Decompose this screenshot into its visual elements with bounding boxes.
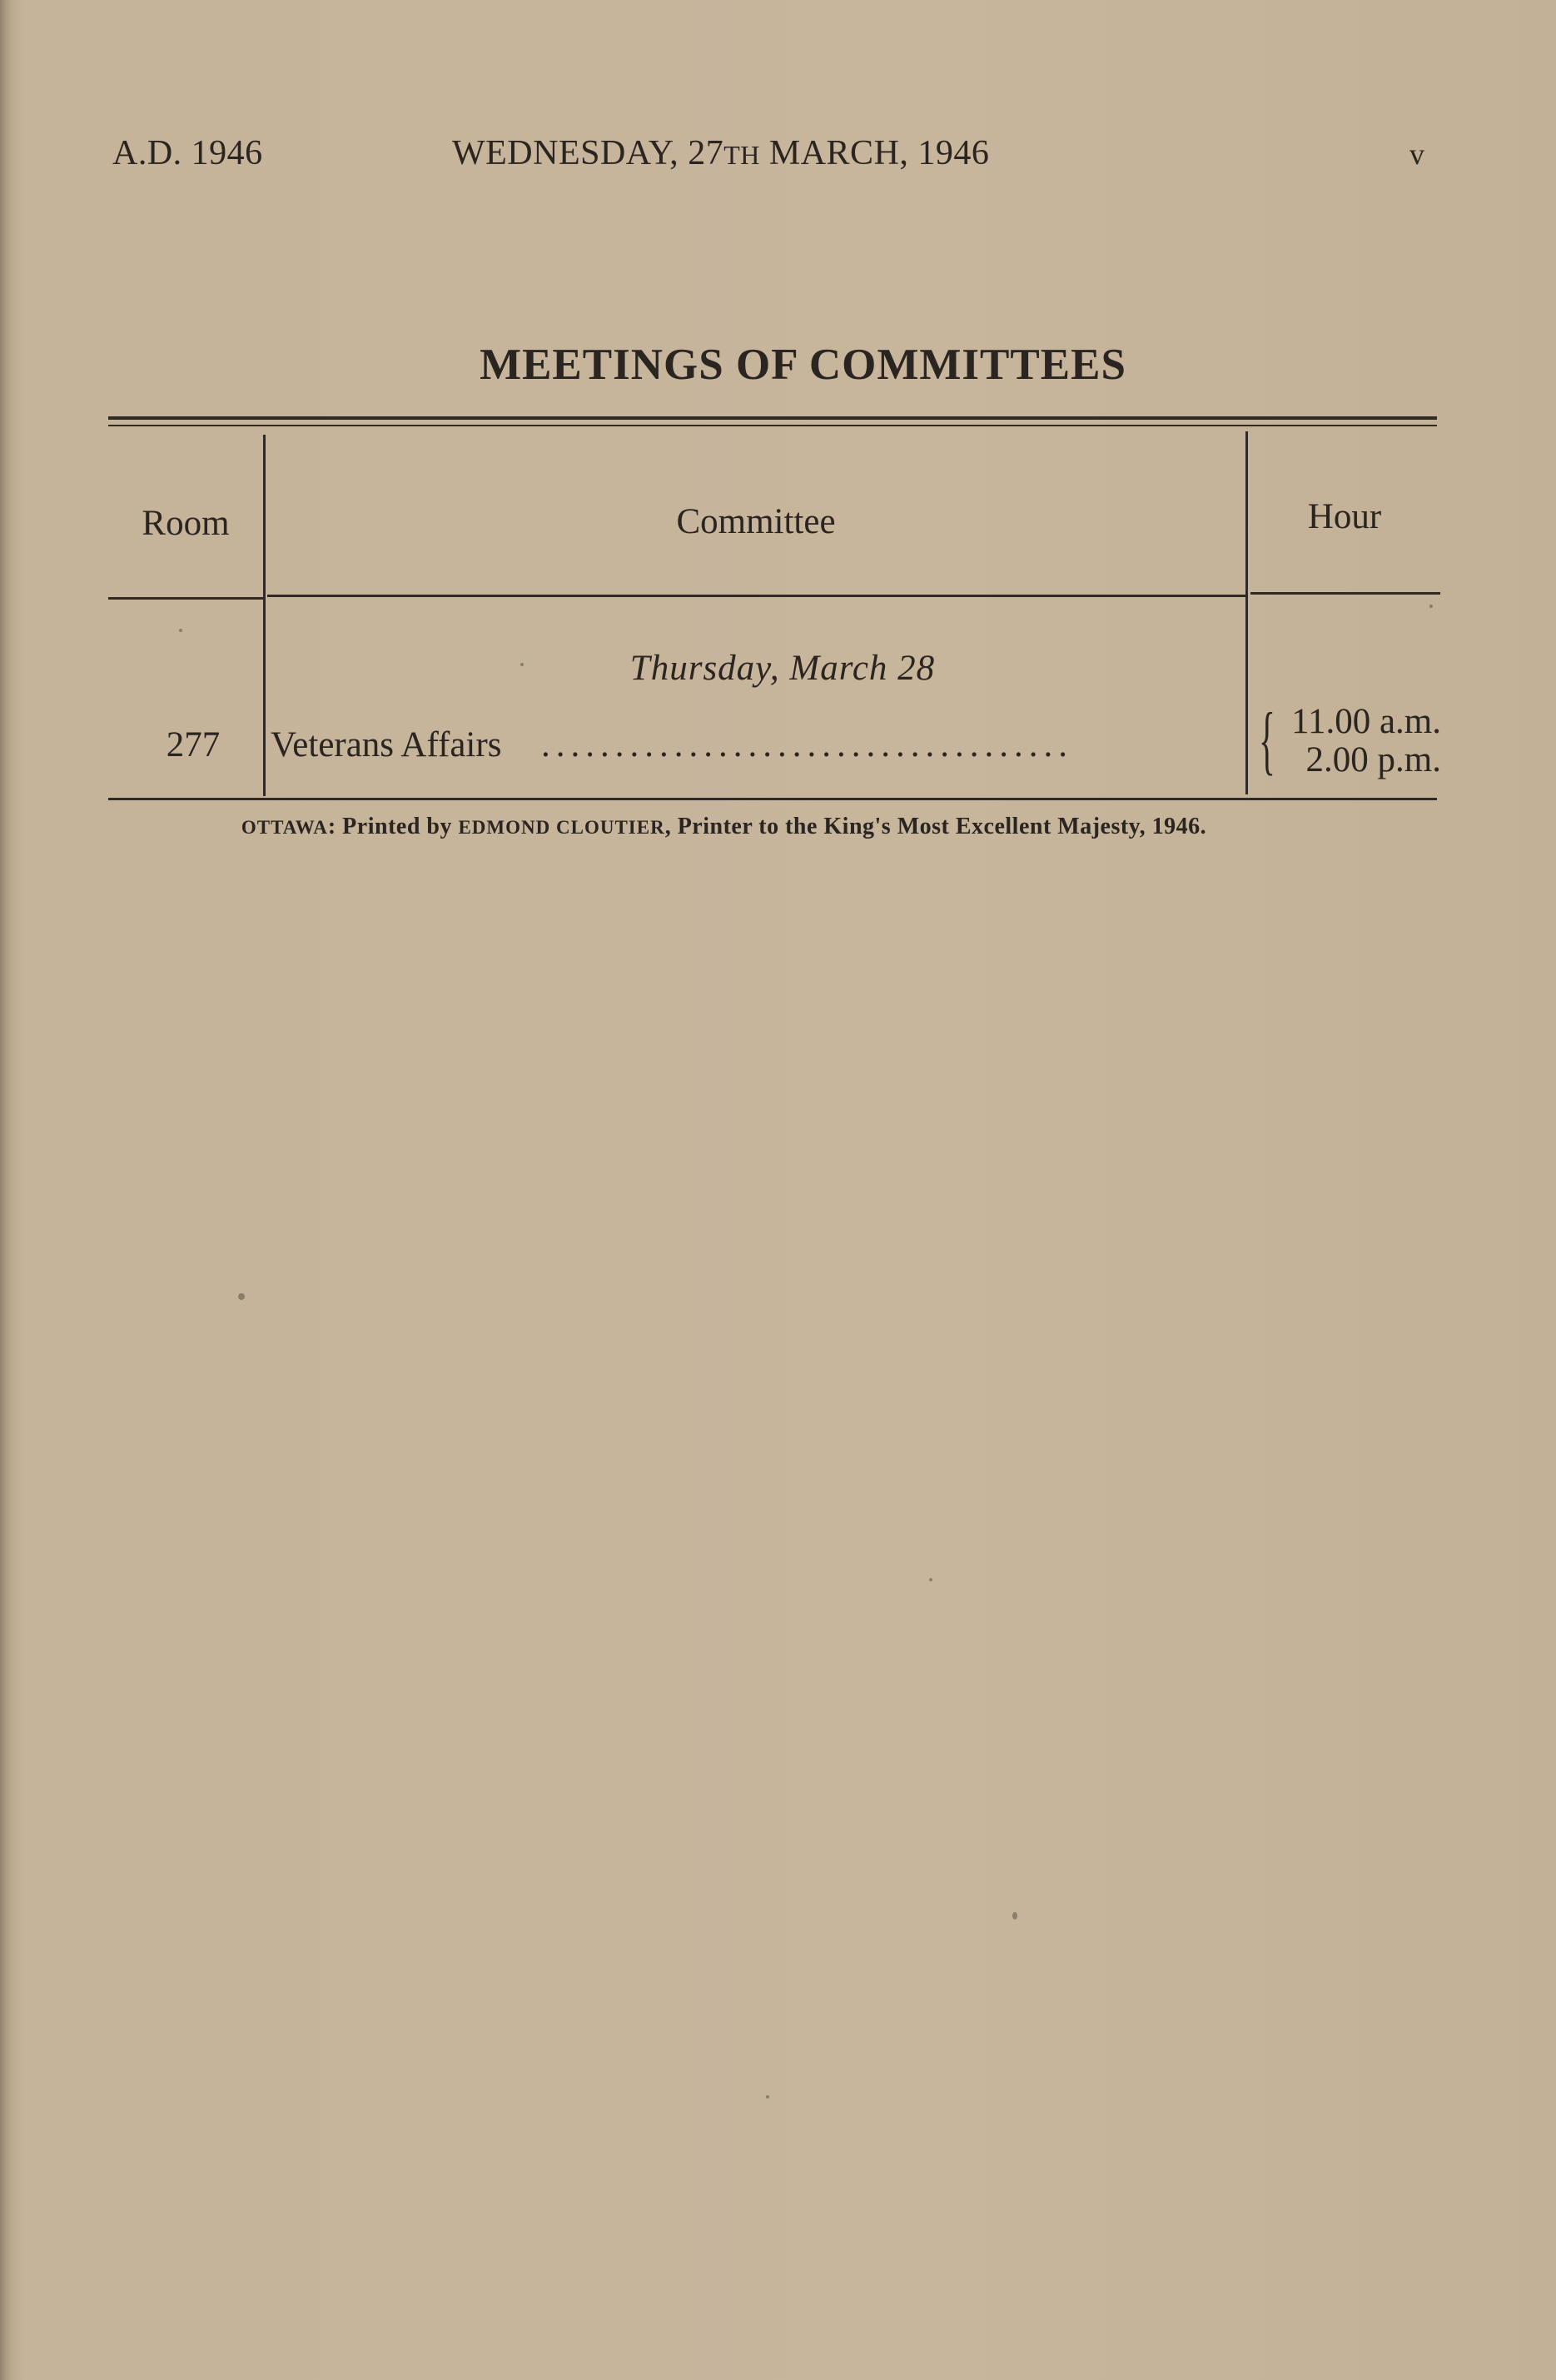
hour-morning: 11.00 a.m. bbox=[1291, 702, 1441, 741]
paper-speck bbox=[1012, 1912, 1017, 1919]
date-prefix: WEDNESDAY, 27 bbox=[452, 134, 724, 172]
running-head-year: A.D. 1946 bbox=[112, 134, 263, 172]
date-ordinal: TH bbox=[723, 140, 760, 170]
header-rule-room bbox=[108, 597, 264, 600]
imprint-rest: , Printer to the King's Most Excellent Majesty, 1946. bbox=[664, 814, 1207, 839]
column-header-room: Room bbox=[142, 504, 230, 543]
imprint-printer: EDMOND CLOUTIER bbox=[458, 817, 665, 838]
running-head-date bbox=[452, 133, 989, 173]
paper-speck bbox=[179, 629, 182, 632]
printer-imprint bbox=[0, 814, 1556, 840]
column-header-committee: Committee bbox=[676, 502, 836, 541]
day-heading: Thursday, March 28 bbox=[629, 649, 936, 688]
column-divider-hour bbox=[1245, 431, 1248, 794]
leader-dots: .................................... bbox=[541, 725, 1073, 764]
imprint-printed-by: : Printed by bbox=[327, 814, 459, 839]
imprint-place: OTTAWA bbox=[241, 817, 328, 838]
hour-afternoon: 2.00 p.m. bbox=[1305, 740, 1441, 779]
paper-speck bbox=[238, 1293, 245, 1300]
table-top-rule-thin bbox=[108, 425, 1437, 426]
page-title: MEETINGS OF COMMITTEES bbox=[480, 341, 1126, 389]
committee-name: Veterans Affairs bbox=[271, 725, 502, 764]
header-rule-committee bbox=[267, 595, 1246, 597]
page-number: v bbox=[1409, 137, 1425, 171]
date-suffix: MARCH, 1946 bbox=[759, 134, 990, 172]
column-header-hour: Hour bbox=[1307, 497, 1382, 536]
paper-speck bbox=[929, 1578, 932, 1581]
table-top-rule bbox=[108, 416, 1437, 420]
hour-brace: { bbox=[1259, 697, 1275, 782]
header-rule-hour bbox=[1250, 592, 1440, 595]
paper-speck bbox=[766, 2095, 769, 2099]
room-number: 277 bbox=[166, 725, 221, 764]
paper-speck bbox=[1429, 605, 1433, 608]
table-bottom-rule bbox=[108, 798, 1437, 800]
